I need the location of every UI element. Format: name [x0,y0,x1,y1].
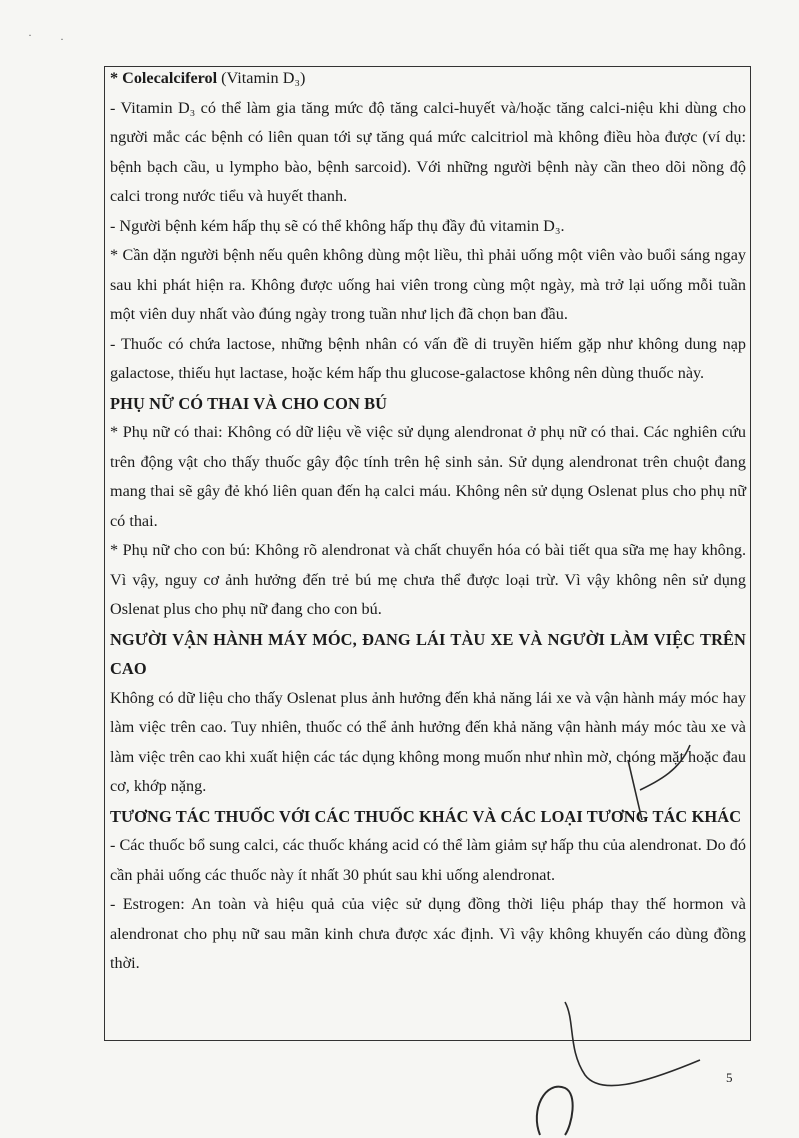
paragraph: - Các thuốc bổ sung calci, các thuốc kháng acid có thể làm giảm sự hấp thu của alendronat. Do đó cần phải uống các thuốc này ít nhất 30 phút sau khi uống alendronat. [110,836,746,884]
paragraph: - Vitamin D₃ có thể làm gia tăng mức độ tăng calci-huyết và/hoặc tăng calci-niệu khi dùng cho người mắc các bệnh có liên quan tới sự tăng quá mức calcitriol mà không điều hòa được (ví dụ: bệnh bạch cầu, u lympho bào, bệnh sarcoid). Với những người bệnh này cần theo dõi nồng độ calci trong nước tiểu và huyết thanh. [110,98,746,205]
colecalciferol-title: * Colecalciferol (Vitamin D₃) [110,69,306,87]
page-number: 5 [726,1070,733,1085]
paragraph: - Estrogen: An toàn và hiệu quả của việc sử dụng đồng thời liệu pháp thay thế hormon và alendronat cho phụ nữ sau mãn kinh chưa được xác định. Vì vậy không khuyến cáo dùng đồng thời. [110,895,746,972]
paragraph: * Phụ nữ cho con bú: Không rõ alendronat và chất chuyển hóa có bài tiết qua sữa mẹ hay không. Vì vậy, nguy cơ ảnh hưởng đến trẻ bú mẹ chưa thể được loại trừ. Vì vậy không nên sử dụng Oslenat plus cho phụ nữ đang cho con bú. [110,541,746,618]
paragraph: * Phụ nữ có thai: Không có dữ liệu về việc sử dụng alendronat ở phụ nữ có thai. Các nghiên cứu trên động vật cho thấy thuốc gây độc tính trên hệ sinh sản. Sử dụng alendronat trên chuột đang mang thai sẽ gây đẻ khó liên quan đến hạ calci máu. Không nên sử dụng Oslenat plus cho phụ nữ có thai. [110,423,746,530]
scan-speck: · [60,32,64,46]
scan-speck: · [28,28,32,42]
paragraph: - Thuốc có chứa lactose, những bệnh nhân có vấn đề di truyền hiếm gặp như không dung nạp galactose, thiếu hụt lactase, hoặc kém hấp thu glucose-galactose không nên dùng thuốc này. [110,334,746,382]
section-heading-machinery: NGƯỜI VẬN HÀNH MÁY MÓC, ĐANG LÁI TÀU XE VÀ NGƯỜI LÀM VIỆC TRÊN CAO [110,629,746,678]
paragraph: Không có dữ liệu cho thấy Oslenat plus ảnh hưởng đến khả năng lái xe và vận hành máy móc hay làm việc trên cao. Tuy nhiên, thuốc có thể ảnh hưởng đến khả năng vận hành máy móc tàu xe và làm việc trên cao khi xuất hiện các tác dụng không mong muốn như nhìn mờ, chóng mặt hoặc đau cơ, khớp nặng. [110,688,746,795]
section-heading-pregnancy: PHỤ NỮ CÓ THAI VÀ CHO CON BÚ [110,393,388,413]
section-heading-interactions: TƯƠNG TÁC THUỐC VỚI CÁC THUỐC KHÁC VÀ CÁC LOẠI TƯƠNG TÁC KHÁC [110,806,742,826]
paragraph: * Cần dặn người bệnh nếu quên không dùng một liều, thì phải uống một viên vào buổi sáng ngay sau khi phát hiện ra. Không được uống hai viên trong cùng một ngày, mà trở lại uống mỗi tuần một viên duy nhất vào đúng ngày trong tuần như lịch đã chọn ban đầu. [110,246,746,323]
paragraph: - Người bệnh kém hấp thụ sẽ có thể không hấp thụ đầy đủ vitamin D₃. [110,216,565,235]
document-body [110,64,746,979]
